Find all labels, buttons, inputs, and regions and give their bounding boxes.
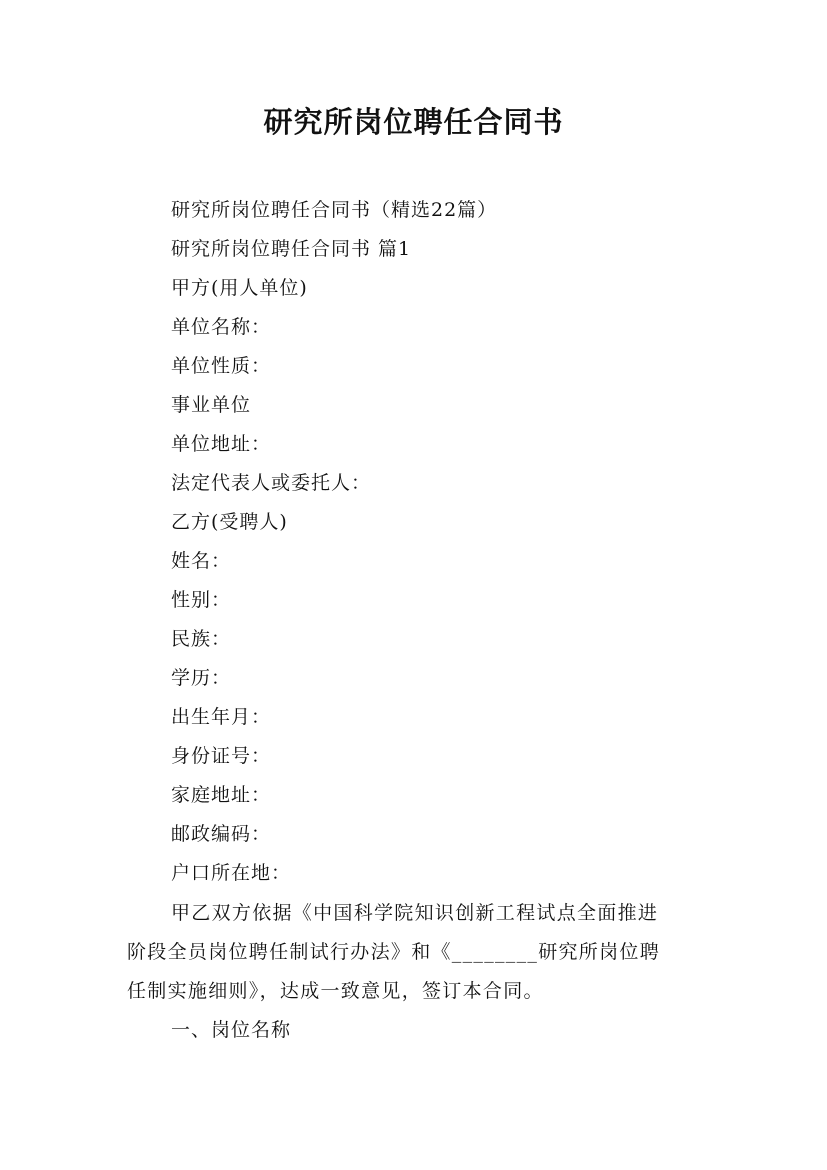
paragraph-line: 阶段全员岗位聘任制试行办法》和《________研究所岗位聘 xyxy=(127,941,661,963)
paragraph-line: 甲乙双方依据《中国科学院知识创新工程试点全面推进 xyxy=(171,902,659,924)
name-field: 姓名： xyxy=(171,550,232,572)
section-title-line: 研究所岗位聘任合同书 篇1 xyxy=(171,238,412,260)
education-field: 学历： xyxy=(171,667,232,689)
postal-code-field: 邮政编码： xyxy=(171,823,272,845)
party-b-heading: 乙方(受聘人) xyxy=(171,511,288,533)
gender-field: 性别： xyxy=(171,589,232,611)
party-a-heading: 甲方(用人单位) xyxy=(171,277,308,299)
document-title: 研究所岗位聘任合同书 xyxy=(263,105,564,139)
home-address-field: 家庭地址： xyxy=(171,784,272,806)
unit-name-field: 单位名称： xyxy=(171,316,272,338)
agreement-paragraph xyxy=(127,894,705,1011)
ethnicity-field: 民族： xyxy=(171,628,232,650)
unit-address-field: 单位地址： xyxy=(171,433,272,455)
field-list xyxy=(171,191,731,893)
paragraph-line: 任制实施细则》，达成一致意见，签订本合同。 xyxy=(127,980,544,1002)
household-registration-field: 户口所在地： xyxy=(171,862,292,884)
unit-nature-field: 单位性质： xyxy=(171,355,272,377)
birth-date-field: 出生年月： xyxy=(171,706,272,728)
section-heading: 一、岗位名称 xyxy=(171,1019,292,1041)
subtitle-line: 研究所岗位聘任合同书（精选22篇） xyxy=(171,199,498,221)
id-number-field: 身份证号： xyxy=(171,745,272,767)
legal-representative-field: 法定代表人或委托人： xyxy=(171,472,372,494)
unit-nature-value: 事业单位 xyxy=(171,394,252,416)
